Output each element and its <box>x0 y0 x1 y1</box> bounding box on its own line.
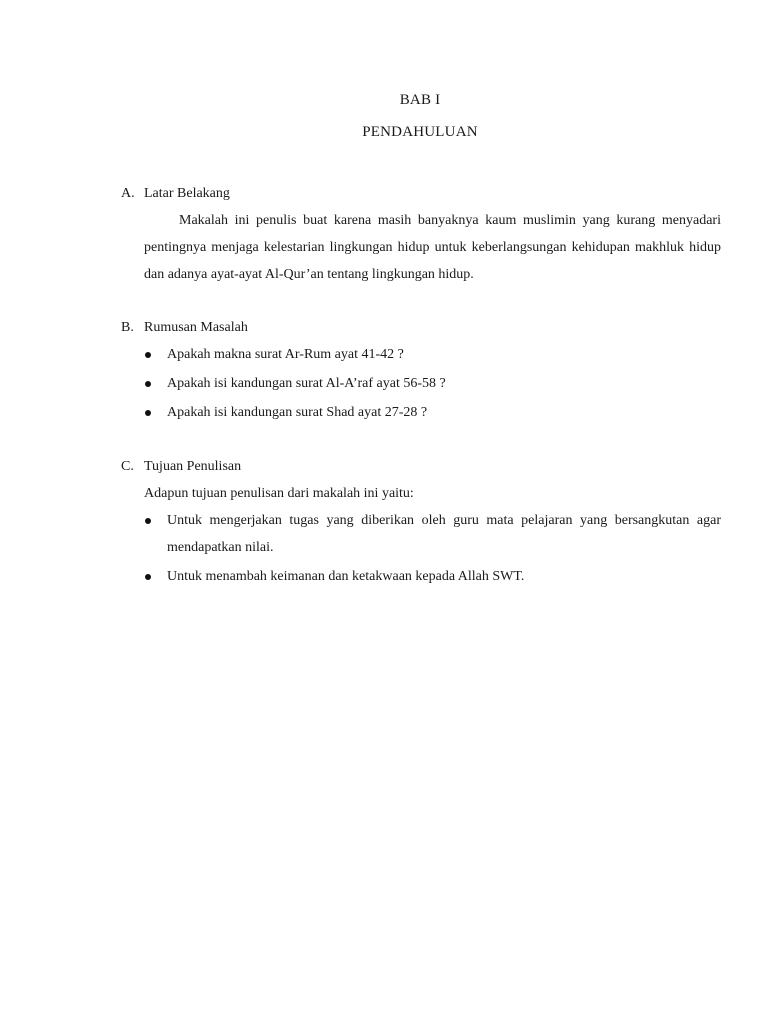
purpose-list <box>144 507 721 590</box>
bullet-icon <box>145 574 151 580</box>
section-title: Latar Belakang <box>144 186 230 201</box>
section-rumusan-masalah <box>121 314 721 428</box>
list-item-text: Untuk menambah keimanan dan ketakwaan kepada Allah SWT. <box>167 569 525 584</box>
list-item <box>144 399 721 426</box>
list-item-text: Apakah isi kandungan surat Shad ayat 27-28 ? <box>167 405 428 420</box>
list-item <box>144 370 721 397</box>
chapter-title: PENDAHULUAN <box>362 124 478 140</box>
section-tujuan-penulisan <box>121 453 721 592</box>
section-heading <box>121 453 721 480</box>
list-item <box>144 507 721 561</box>
bullet-icon <box>145 352 151 358</box>
problem-list <box>144 341 721 426</box>
bullet-icon <box>145 518 151 524</box>
section-heading <box>121 314 721 341</box>
section-latar-belakang <box>121 180 721 288</box>
section-title: Rumusan Masalah <box>144 320 248 335</box>
list-item-text: Apakah isi kandungan surat Al-A’raf ayat 56-58 ? <box>167 376 446 391</box>
list-item-text: Untuk mengerjakan tugas yang diberikan oleh guru mata pelajaran yang bersangkutan agar mendapatkan nilai. <box>167 513 721 555</box>
section-body <box>144 207 721 288</box>
purpose-intro: Adapun tujuan penulisan dari makalah ini yaitu: <box>144 486 414 501</box>
bullet-icon <box>145 381 151 387</box>
section-letter: C. <box>121 459 134 474</box>
background-paragraph: Makalah ini penulis buat karena masih banyaknya kaum muslimin yang kurang menyadari pentingnya menjaga kelestarian lingkungan hidup untuk keberlangsungan kehidupan makhluk hidup dan adanya ayat-ayat Al-Qur’an tentang lingkungan hidup. <box>144 213 721 282</box>
bullet-icon <box>145 410 151 416</box>
list-item-text: Apakah makna surat Ar-Rum ayat 41-42 ? <box>167 347 404 362</box>
list-item <box>144 563 721 590</box>
section-heading <box>121 180 721 207</box>
list-item <box>144 341 721 368</box>
chapter-number: BAB I <box>399 92 441 108</box>
section-body <box>144 480 721 590</box>
section-title: Tujuan Penulisan <box>144 459 242 474</box>
section-body <box>144 341 721 426</box>
section-letter: B. <box>121 320 134 335</box>
section-letter: A. <box>121 186 135 201</box>
